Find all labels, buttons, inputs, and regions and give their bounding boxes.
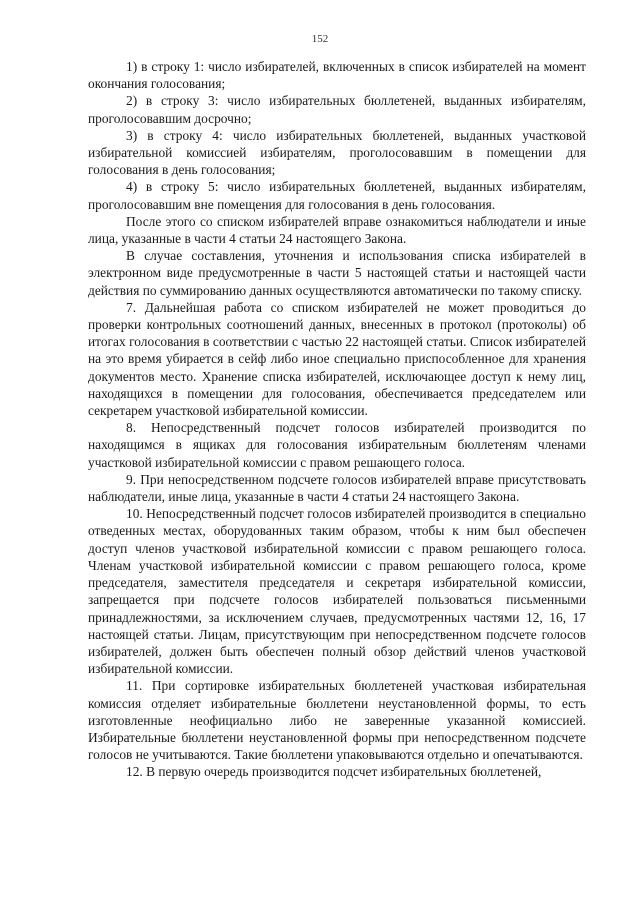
paragraph-line-3: 2) в строку 3: число избирательных бюллетеней, выданных избирателям, проголосовавшим досрочно; [88, 93, 586, 126]
paragraph-7: 7. Дальнейшая работа со списком избирателей не может проводиться до проверки контрольных соотношений данных, внесенных в протокол (протоколы) об итогах голосования в соответствии с частью 22 настоящей статьи. Список избирателей на это время убирается в сейф либо иное специально приспособленное для хранения документов место. Хранение списка избирателей, исключающее доступ к нему лиц, находящихся в помещении для голосования, обеспечивается председателем или секретарем участковой избирательной комиссии. [88, 299, 586, 419]
paragraph-line-1: 1) в строку 1: число избирателей, включенных в список избирателей на момент окончания голосования; [88, 59, 586, 92]
paragraph-10: 10. Непосредственный подсчет голосов избирателей производится в специально отведенных местах, оборудованных таким образом, чтобы к ним был обеспечен доступ членов участковой избирательной комиссии с правом решающего голоса. Членам участковой избирательной комиссии с правом решающего голоса, кроме председателя, заместителя председателя и секретаря избирательной комиссии, запрещается при подсчете голосов избирателей пользоваться письменными принадлежностями, за исключением случаев, предусмотренных частями 12, 16, 17 настоящей статьи. Лицам, присутствующим при непосредственном подсчете голосов избирателей, должен быть обеспечен полный обзор действий членов участковой избирательной комиссии. [88, 506, 586, 677]
paragraph-observers: После этого со списком избирателей вправе ознакомиться наблюдатели и иные лица, указанные в части 4 статьи 24 настоящего Закона. [88, 213, 586, 247]
page-number: 152 [311, 33, 329, 45]
paragraph-12: 12. В первую очередь производится подсчет избирательных бюллетеней, [126, 764, 542, 780]
paragraph-8: 8. Непосредственный подсчет голосов избирателей производится по находящимся в ящиках для голосования избирательным бюллетеням членами участковой избирательной комиссии с правом решающего голоса. [88, 420, 586, 470]
document-body [88, 58, 586, 781]
paragraph-electronic-list: В случае составления, уточнения и использования списка избирателей в электронном виде предусмотренные в части 5 настоящей статьи и настоящей части действия по суммированию данных осуществляются автоматически по такому списку. [88, 248, 586, 298]
paragraph-line-4: 3) в строку 4: число избирательных бюллетеней, выданных участковой избирательной комиссией избирателям, проголосовавшим в помещении для голосования в день голосования; [88, 127, 586, 178]
paragraph-line-5: 4) в строку 5: число избирательных бюллетеней, выданных избирателям, проголосовавшим вне помещения для голосования в день голосования. [88, 179, 586, 212]
paragraph-9: 9. При непосредственном подсчете голосов избирателей вправе присутствовать наблюдатели, иные лица, указанные в части 4 статьи 24 настоящего Закона. [88, 471, 586, 505]
paragraph-11: 11. При сортировке избирательных бюллетеней участковая избирательная комиссия отделяет избирательные бюллетени неустановленной формы, то есть изготовленные неофициально либо не заверенные указанной комиссией. Избирательные бюллетени неустановленной формы при непосредственном подсчете голосов не учитываются. Такие бюллетени упаковываются отдельно и опечатываются. [88, 678, 586, 763]
